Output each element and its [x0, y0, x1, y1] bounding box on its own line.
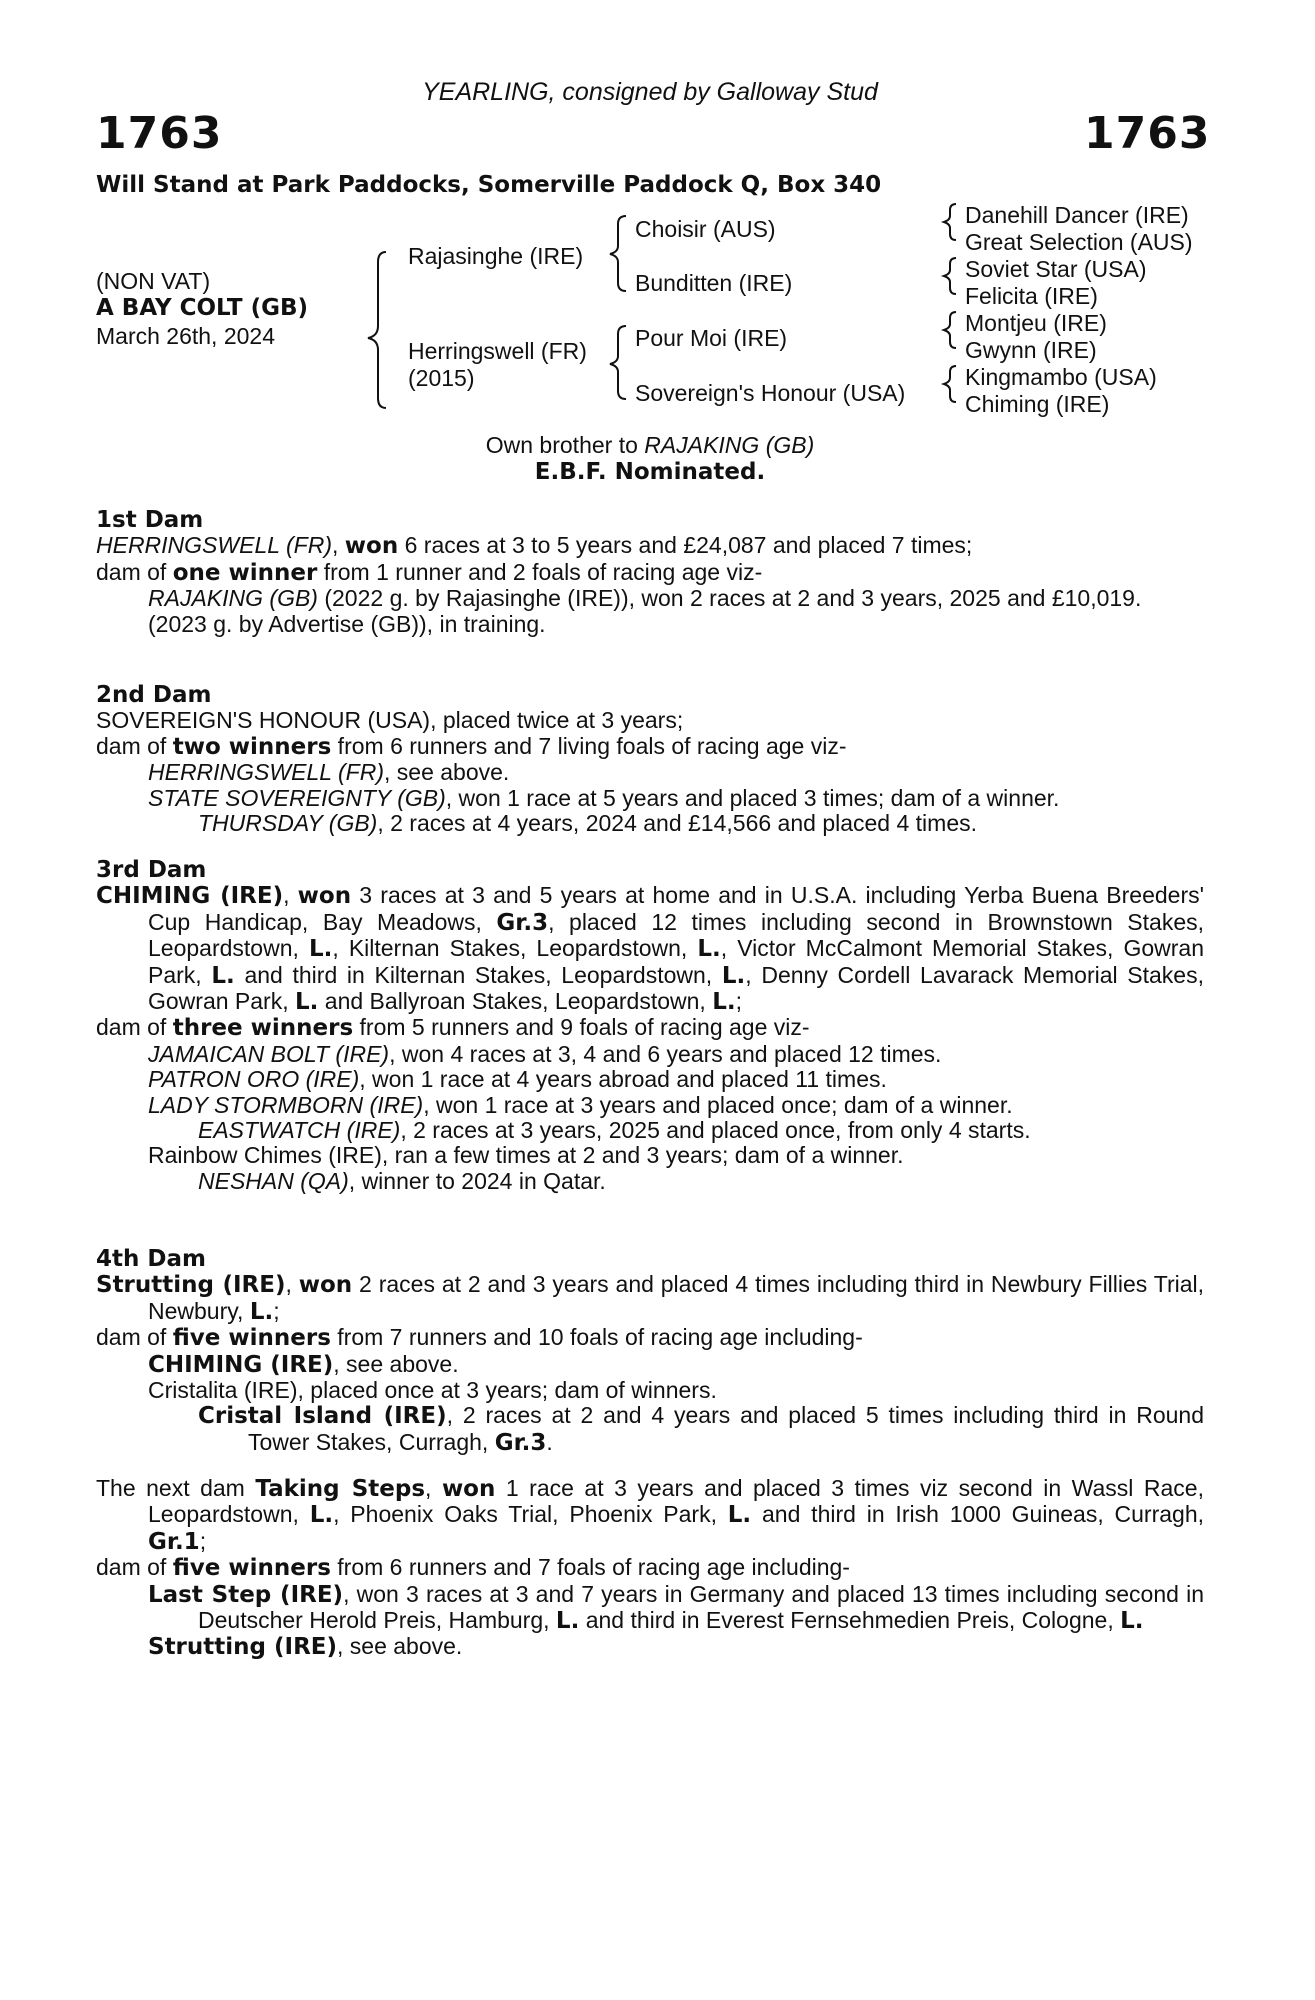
lot-number-left: 1763: [96, 108, 223, 159]
first-dam-offspring-1: RAJAKING (GB) (2022 g. by Rajasinghe (IRE)), won 2 races at 2 and 3 years, 2025 and £10,019.: [148, 585, 1142, 612]
first-dam-heading: 1st Dam: [96, 507, 204, 533]
third-dam-offspring-1: JAMAICAN BOLT (IRE), won 4 races at 3, 4 and 6 years and placed 12 times.: [148, 1040, 942, 1067]
pedigree-g3-4: Felicita (IRE): [965, 283, 1098, 309]
next-dam-record: The next dam Taking Steps, won 1 race at 3 years and placed 3 times viz second in Wassl Race, Leopardstown, L., Phoenix Oaks Trial, Phoenix Park, L. and third in Irish 1000 Guineas, Curragh, Gr.1;: [96, 1475, 1205, 1555]
second-dam-section: [96, 683, 1204, 836]
pedigree-dam-sire: Pour Moi (IRE): [635, 325, 788, 351]
third-dam-offspring-2: PATRON ORO (IRE), won 1 race at 4 years abroad and placed 11 times.: [148, 1066, 887, 1093]
third-dam-offspring-6: NESHAN (QA), winner to 2024 in Qatar.: [198, 1167, 606, 1194]
pedigree-g3-7: Kingmambo (USA): [965, 364, 1157, 390]
third-dam-offspring-5: Rainbow Chimes (IRE), ran a few times at 2 and 3 years; dam of a winner.: [148, 1142, 904, 1169]
ebf-nominated: E.B.F. Nominated.: [534, 459, 766, 485]
fourth-dam-offspring-1: CHIMING (IRE), see above.: [148, 1350, 459, 1378]
fourth-dam-record: Strutting (IRE), won 2 races at 2 and 3 years and placed 4 times including third in Newbury Fillies Trial, Newbury, L.;: [96, 1271, 1205, 1325]
pedigree-dam: Herringswell (FR): [408, 338, 587, 364]
first-dam-record: HERRINGSWELL (FR), won 6 races at 3 to 5 years and £24,087 and placed 7 times;: [96, 532, 973, 560]
first-dam-section: [96, 508, 1204, 637]
third-dam-record: CHIMING (IRE), won 3 races at 3 and 5 years at home and in U.S.A. including Yerba Buena Breeders' Cup Handicap, Bay Meadows, Gr.3, placed 12 times including second in Brownstown Stakes, Leopardstown, L., Kilternan Stakes, Leopardstown, L., Victor McCalmont Memorial Stakes, Gowran Park, L. and third in Kilternan Stakes, Leopardstown, L., Denny Cordell Lavarack Memorial Stakes, Gowran Park, L. and Ballyroan Stakes, Leopardstown, L.;: [96, 882, 1204, 1016]
own-brother-name: RAJAKING (GB): [644, 432, 815, 458]
pedigree-sire-sire: Choisir (AUS): [635, 216, 776, 242]
fourth-dam-produce: dam of five winners from 7 runners and 10 foals of racing age including-: [96, 1324, 863, 1352]
pedigree-g3-5: Montjeu (IRE): [965, 310, 1107, 336]
second-dam-record: SOVEREIGN'S HONOUR (USA), placed twice at 3 years;: [96, 707, 684, 734]
pedigree-g3-3: Soviet Star (USA): [965, 256, 1147, 282]
fourth-dam-heading: 4th Dam: [96, 1246, 206, 1272]
fourth-dam-section: [96, 1247, 1204, 1456]
third-dam-heading: 3rd Dam: [96, 857, 207, 883]
next-dam-offspring-2: Strutting (IRE), see above.: [148, 1633, 463, 1661]
first-dam-offspring-2: (2023 g. by Advertise (GB)), in training.: [148, 610, 546, 637]
pedigree-dam-dam: Sovereign's Honour (USA): [635, 380, 906, 406]
consignment-heading: YEARLING, consigned by Galloway Stud: [422, 78, 878, 106]
lot-number-right: 1763: [1084, 108, 1211, 159]
foaling-date: March 26th, 2024: [96, 323, 276, 349]
pedigree-g3-6: Gwynn (IRE): [965, 337, 1097, 363]
third-dam-section: [96, 858, 1204, 1194]
horse-name: A BAY COLT (GB): [96, 295, 309, 321]
pedigree-g3-2: Great Selection (AUS): [965, 229, 1193, 255]
stand-location: Will Stand at Park Paddocks, Somerville Paddock Q, Box 340: [96, 172, 882, 198]
pedigree-sire: Rajasinghe (IRE): [408, 243, 584, 269]
next-dam-section: [96, 1476, 1204, 1661]
second-dam-heading: 2nd Dam: [96, 682, 212, 708]
vat-status: (NON VAT): [96, 268, 211, 294]
second-dam-offspring-3: THURSDAY (GB), 2 races at 4 years, 2024 and £14,566 and placed 4 times.: [198, 810, 978, 837]
next-dam-produce: dam of five winners from 6 runners and 7 foals of racing age including-: [96, 1554, 850, 1582]
own-brother-note: Own brother to RAJAKING (GB): [485, 432, 815, 458]
pedigree-g3-1: Danehill Dancer (IRE): [965, 202, 1189, 228]
second-dam-produce: dam of two winners from 6 runners and 7 living foals of racing age viz-: [96, 732, 847, 760]
pedigree-g3-8: Chiming (IRE): [965, 391, 1110, 417]
first-dam-produce: dam of one winner from 1 runner and 2 foals of racing age viz-: [96, 558, 763, 586]
third-dam-offspring-3: LADY STORMBORN (IRE), won 1 race at 3 years and placed once; dam of a winner.: [148, 1091, 1013, 1118]
third-dam-produce: dam of three winners from 5 runners and 9 foals of racing age viz-: [96, 1014, 810, 1042]
pedigree-sire-dam: Bunditten (IRE): [635, 270, 793, 296]
fourth-dam-offspring-3: Cristal Island (IRE), 2 races at 2 and 4 years and placed 5 times including third in Round Tower Stakes, Curragh, Gr.3.: [198, 1402, 1204, 1456]
second-dam-offspring-2: STATE SOVEREIGNTY (GB), won 1 race at 5 years and placed 3 times; dam of a winner.: [148, 784, 1060, 811]
pedigree-dam-year: (2015): [408, 365, 475, 391]
next-dam-offspring-1: Last Step (IRE), won 3 races at 3 and 7 years in Germany and placed 13 times including second in Deutscher Herold Preis, Hamburg, L. and third in Everest Fernsehmedien Preis, Cologne, L.: [148, 1580, 1204, 1635]
second-dam-offspring-1: HERRINGSWELL (FR), see above.: [148, 759, 510, 786]
fourth-dam-offspring-2: Cristalita (IRE), placed once at 3 years; dam of winners.: [148, 1377, 717, 1404]
third-dam-offspring-4: EASTWATCH (IRE), 2 races at 3 years, 2025 and placed once, from only 4 starts.: [198, 1117, 1031, 1144]
